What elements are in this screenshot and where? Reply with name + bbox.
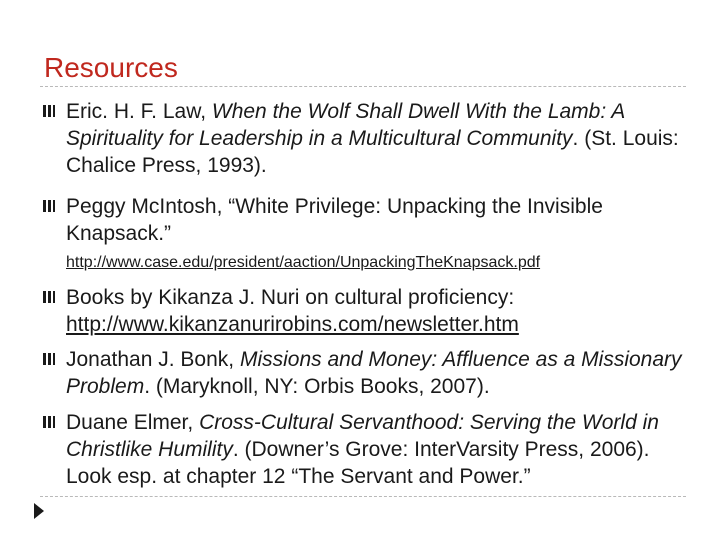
bullet-icon (43, 352, 55, 366)
resource-item-elmer (66, 409, 696, 490)
nuri-link[interactable]: http://www.kikanzanurirobins.com/newsletter.htm (66, 313, 519, 336)
resource-text: Peggy McIntosh, “White Privilege: Unpacking the Invisible Knapsack.” (66, 195, 603, 245)
publication-info: . (Maryknoll, NY: Orbis Books, 2007). (144, 375, 490, 398)
book-title: Cross-Cultural Servanthood: Serving the World in Christlike Humility (66, 411, 659, 461)
bullet-icon (43, 199, 55, 213)
publication-info: . (St. Louis: Chalice Press, 1993). (66, 127, 679, 177)
bullet-icon (43, 290, 55, 304)
resource-item-mcintosh (66, 193, 696, 247)
slide-title: Resources (44, 52, 178, 83)
next-slide-arrow-icon[interactable] (34, 503, 44, 519)
author: Jonathan J. Bonk, (66, 348, 240, 371)
book-title: Missions and Money: Affluence as a Missionary Problem (66, 348, 682, 398)
bullet-icon (43, 415, 55, 429)
knapsack-link[interactable]: http://www.case.edu/president/aaction/UnpackingTheKnapsack.pdf (66, 254, 541, 271)
publication-info: . (Downer’s Grove: InterVarsity Press, 2006). Look esp. at chapter 12 “The Servant and Power.” (66, 438, 650, 488)
resource-item-law (66, 98, 696, 179)
author: Eric. H. F. Law, (66, 100, 212, 123)
title-divider (40, 86, 686, 87)
author: Duane Elmer, (66, 411, 200, 434)
bullet-icon (43, 104, 55, 118)
resource-text: Books by Kikanza J. Nuri on cultural proficiency: (66, 286, 515, 309)
book-title: When the Wolf Shall Dwell With the Lamb: A Spirituality for Leadership in a Multicultural Community (66, 100, 625, 150)
footer-divider (40, 496, 686, 497)
resource-item-bonk (66, 346, 696, 400)
resource-item-nuri (66, 284, 696, 338)
